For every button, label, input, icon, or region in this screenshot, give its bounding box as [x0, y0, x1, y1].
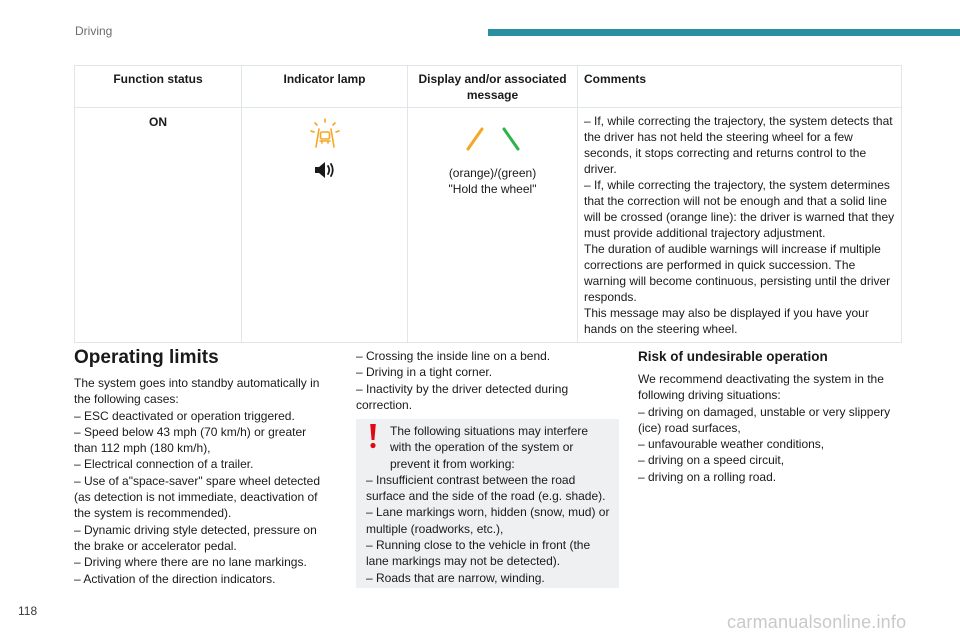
- operating-limits-column: [74, 375, 332, 587]
- list-item: – Roads that are narrow, winding.: [366, 570, 545, 585]
- warning-text: [366, 423, 612, 586]
- lane-keeping-warning-icon: [308, 117, 342, 151]
- list-item: – Crossing the inside line on a bend.: [356, 349, 551, 363]
- display-message-text: "Hold the wheel": [448, 182, 537, 196]
- page-number: 118: [18, 604, 38, 618]
- list-item: – driving on a rolling road.: [638, 469, 777, 484]
- column-header-comments: Comments: [578, 66, 902, 108]
- display-color-label: (orange)/(green): [448, 166, 537, 180]
- section-title: Driving: [75, 24, 113, 38]
- warning-box: [356, 419, 619, 588]
- list-item: – Running close to the vehicle in front (the lane markings may not be detected).: [366, 538, 591, 569]
- operating-limits-continued: [356, 348, 618, 413]
- list-item: – Insufficient contrast between the road surface and the side of the road (e.g. shade).: [366, 472, 606, 504]
- comments-cell: [578, 108, 902, 343]
- comment-paragraph: The duration of audible warnings will increase if multiple corrections are performed in quick succession. The warning will become continuous, persisting until the driver responds.: [584, 242, 891, 304]
- list-item: – ESC deactivated or operation triggered.: [74, 408, 295, 423]
- list-item: – Activation of the direction indicators.: [74, 571, 276, 586]
- list-item: – Inactivity by the driver detected during correction.: [356, 381, 569, 412]
- risk-column: [638, 371, 900, 485]
- list-item: – Use of a"space-saver" spare wheel detected (as detection is not immediate, deactivation of the system is recommended).: [74, 473, 320, 521]
- watermark: carmanualsonline.info: [727, 612, 907, 632]
- function-status-table: [74, 65, 902, 343]
- display-message-cell: [408, 108, 578, 343]
- column-header-function-status: Function status: [75, 66, 242, 108]
- indicator-lamp-cell: [242, 108, 408, 343]
- comment-paragraph: – If, while correcting the trajectory, the system detects that the driver has not held the steering wheel for a few seconds, it stops correcting and returns control to the driver.: [584, 114, 893, 176]
- risk-heading: Risk of undesirable operation: [638, 349, 828, 364]
- list-item: – Driving in a tight corner.: [356, 365, 493, 380]
- speaker-icon: [313, 159, 337, 181]
- operating-limits-intro: The system goes into standby automatically in the following cases:: [74, 376, 320, 407]
- comment-paragraph: This message may also be displayed if you have your hands on the steering wheel.: [584, 306, 869, 336]
- list-item: – unfavourable weather conditions,: [638, 437, 825, 452]
- lane-lines-icon: [458, 123, 528, 153]
- column-header-indicator-lamp: Indicator lamp: [242, 66, 408, 108]
- list-item: – Lane markings worn, hidden (snow, mud) or multiple (roadworks, etc.),: [366, 505, 610, 536]
- list-item: – Dynamic driving style detected, pressure on the brake or accelerator pedal.: [74, 522, 317, 553]
- warning-intro: The following situations may interfere with the operation of the system or prevent it from working:: [390, 424, 589, 471]
- list-item: – Driving where there are no lane markings.: [74, 555, 307, 570]
- risk-intro: We recommend deactivating the system in the following driving situations:: [638, 372, 884, 403]
- table-row: [75, 108, 902, 343]
- list-item: – driving on damaged, unstable or very slippery (ice) road surfaces,: [638, 404, 891, 435]
- list-item: – driving on a speed circuit,: [638, 453, 785, 468]
- section-accent-bar: [488, 29, 960, 36]
- table-header-row: [75, 66, 902, 108]
- list-item: – Electrical connection of a trailer.: [74, 457, 254, 472]
- comment-paragraph: – If, while correcting the trajectory, the system determines that the correction will not be enough and that a solid line will be crossed (orange line): the driver is warned that they must provide additional trajectory adjustment.: [584, 178, 895, 240]
- function-status-cell: ON: [75, 108, 242, 343]
- list-item: – Speed below 43 mph (70 km/h) or greater than 112 mph (180 km/h),: [74, 424, 307, 456]
- operating-limits-heading: Operating limits: [74, 347, 219, 368]
- column-header-display-message: Display and/or associated message: [408, 66, 578, 108]
